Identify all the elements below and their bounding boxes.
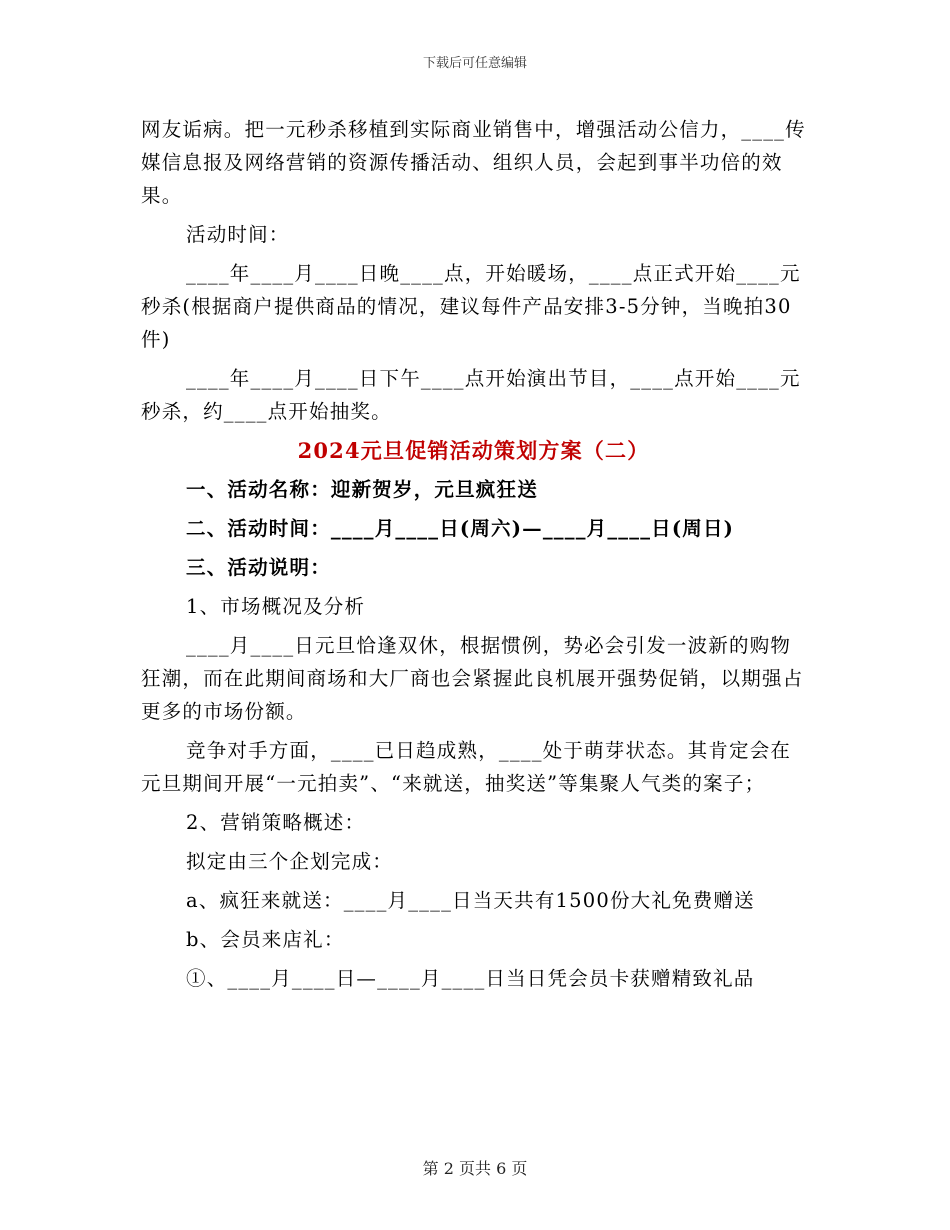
page-header: 下载后可任意编辑 bbox=[422, 56, 527, 71]
paragraph-competitors: 竞争对手方面，____已日趋成熟，____处于萌芽状态。其肯定会在元旦期间开展“一元拍卖”、“来就送，抽奖送”等集聚人气类的案子； bbox=[141, 739, 792, 795]
heading-activity-name: 一、活动名称：迎新贺岁，元旦疯狂送 bbox=[186, 478, 538, 501]
paragraph-promotion-credibility: 网友诟病。把一元秒杀移植到实际商业销售中，增强活动公信力，____传媒信息报及网络营销的资源传播活动、组织人员，会起到事半功倍的效果。 bbox=[141, 118, 806, 207]
heading-activity-description: 三、活动说明： bbox=[186, 556, 331, 579]
section-title: 2024元旦促销活动策划方案（二） bbox=[297, 438, 650, 463]
list-item-member-card-gift: ①、____月____日—____月____日当日凭会员卡获赠精致礼品 bbox=[186, 967, 755, 990]
document-body bbox=[141, 113, 806, 1001]
subheading-market-analysis: 1、市场概况及分析 bbox=[186, 595, 366, 618]
page-footer: 第 2 页共 6 页 bbox=[422, 1159, 528, 1178]
list-item-member-gift: b、会员来店礼： bbox=[186, 928, 345, 951]
paragraph-three-plans: 拟定由三个企划完成： bbox=[186, 850, 394, 873]
subheading-marketing-strategy: 2、营销策略概述： bbox=[186, 811, 366, 834]
heading-activity-time: 二、活动时间：____月____日(周六)—____月____日(周日) bbox=[186, 517, 735, 540]
paragraph-afternoon-schedule: ____年____月____日下午____点开始演出节目，____点开始____元秒杀，约____点开始抽奖。 bbox=[141, 367, 801, 423]
activity-time-label: 活动时间： bbox=[186, 223, 290, 246]
list-item-crazy-giveaway: a、疯狂来就送：____月____日当天共有1500份大礼免费赠送 bbox=[186, 889, 755, 912]
paragraph-market-overview: ____月____日元旦恰逢双休，根据惯例，势必会引发一波新的购物狂潮，而在此期间商场和大厂商也会紧握此良机展开强势促销，以期强占更多的市场份额。 bbox=[141, 634, 804, 723]
paragraph-evening-schedule: ____年____月____日晚____点，开始暖场，____点正式开始____元秒杀(根据商户提供商品的情况，建议每件产品安排3-5分钟，当晚拍30件) bbox=[141, 262, 801, 351]
